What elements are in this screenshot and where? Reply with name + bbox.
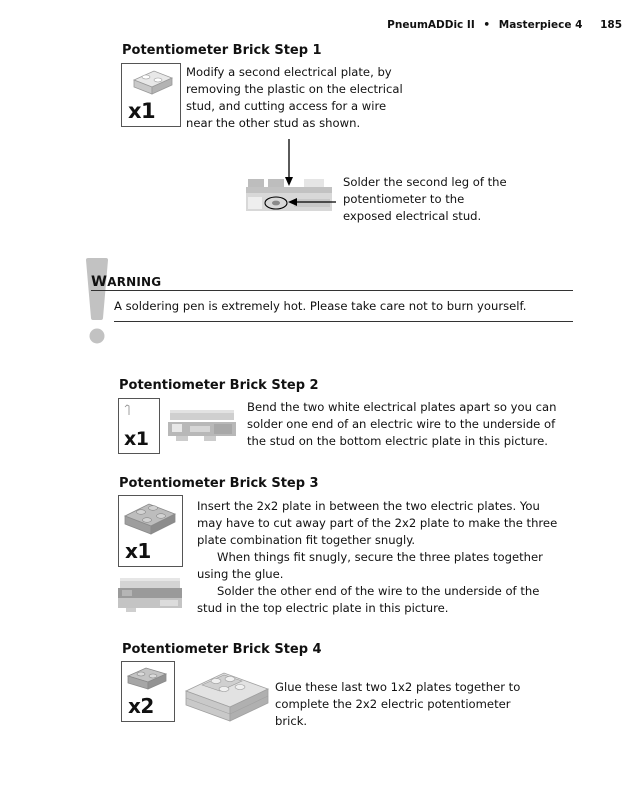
wire-icon — [119, 399, 159, 427]
step1-title: Potentiometer Brick Step 1 — [122, 43, 322, 58]
plate-2x2-icon — [119, 496, 182, 538]
warning-text: A soldering pen is extremely hot. Please take care not to burn yourself. — [114, 299, 527, 313]
warning-top-rule — [91, 290, 573, 291]
warning-bottom-rule — [114, 321, 573, 322]
step2-quantity-box — [118, 398, 160, 454]
step3-paragraph-2: When things fit snugly, secure the three plates together using the glue. — [197, 550, 543, 581]
chapter-title: Masterpiece 4 — [498, 19, 583, 31]
step4-quantity-box — [121, 661, 175, 722]
step3-title: Potentiometer Brick Step 3 — [119, 476, 319, 491]
step3-paragraph-1: Insert the 2x2 plate in between the two electric plates. You may have to cut away part of the 2x2 plate to make the three plate combination fit together snugly. — [197, 499, 558, 547]
book-title: PneumADDic II — [387, 19, 475, 31]
step2-text: Bend the two white electrical plates apart so you can solder one end of an electric wire to the underside of the stud on the bottom electric plate in this picture. — [247, 400, 557, 448]
exclamation-icon — [82, 256, 112, 348]
warning-heading-initial: W — [91, 274, 108, 290]
step3-paragraph-3: Solder the other end of the wire to the underside of the stud in the top electric plate in this picture. — [197, 584, 540, 615]
step1-quantity-box — [121, 63, 181, 127]
step4-text: Glue these last two 1x2 plates together to complete the 2x2 electric potentiometer brick. — [275, 680, 521, 728]
three-plate-stack-image — [116, 572, 186, 614]
warning-heading — [91, 274, 161, 290]
step1-callout: Solder the second leg of the potentiometer to the exposed electrical stud. — [343, 175, 507, 223]
step2-title: Potentiometer Brick Step 2 — [119, 378, 319, 393]
header-separator: • — [483, 19, 491, 31]
step4-title: Potentiometer Brick Step 4 — [122, 642, 322, 657]
warning-heading-rest: ARNING — [107, 275, 162, 289]
running-header — [387, 19, 622, 31]
step1-text: Modify a second electrical plate, by removing the plastic on the electrical stud, and cutting access for a wire near the other stud as shown. — [186, 65, 403, 130]
step1-quantity: x1 — [128, 99, 156, 123]
left-arrow-icon — [288, 196, 338, 208]
plate-1x2-icon — [122, 64, 180, 100]
step4-quantity: x2 — [128, 694, 154, 718]
step2-quantity: x1 — [124, 428, 149, 450]
page-number: 185 — [600, 19, 622, 31]
step3-quantity: x1 — [125, 539, 151, 563]
electric-plates-bent-image — [166, 404, 240, 444]
potentiometer-brick-image — [180, 663, 272, 731]
step3-quantity-box — [118, 495, 183, 567]
plate-1x2-icon — [122, 662, 174, 694]
step3-text — [197, 498, 565, 617]
